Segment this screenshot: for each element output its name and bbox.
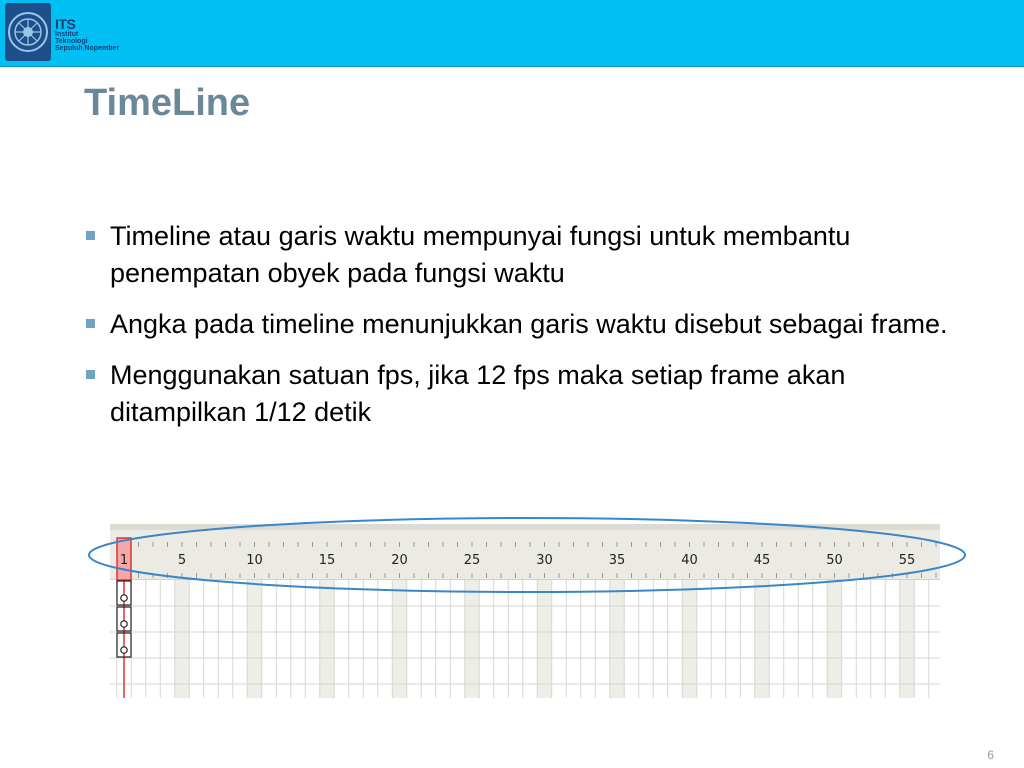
frame-number-label: 1 — [119, 553, 129, 568]
frame-column-shade — [392, 580, 407, 698]
empty-keyframe-icon — [121, 621, 127, 627]
its-seal-icon — [5, 3, 51, 61]
frame-number-label: 45 — [753, 553, 771, 568]
frame-column-shade — [900, 580, 915, 698]
timeline-panel — [110, 524, 940, 698]
frame-number-label: 25 — [463, 553, 481, 568]
bullet-item — [84, 306, 964, 343]
frame-number-label: 55 — [898, 553, 916, 568]
frame-number-label: 50 — [826, 553, 843, 568]
frame-column-shade — [537, 580, 552, 698]
bullet-text: Timeline atau garis waktu mempunyai fungsi untuk membantu penempatan obyek pada fungsi waktu — [110, 221, 851, 288]
frame-number-label: 10 — [246, 553, 263, 568]
ruler-top-edge — [110, 524, 940, 530]
bullet-item — [84, 357, 964, 431]
frame-number-label: 35 — [608, 553, 626, 568]
frame-column-shade — [610, 580, 625, 698]
frame-column-shade — [755, 580, 770, 698]
empty-keyframe-icon — [121, 647, 127, 653]
frame-number-label: 30 — [536, 553, 553, 568]
frame-column-shade — [465, 580, 480, 698]
bullet-item — [84, 218, 964, 292]
bullet-list — [84, 218, 964, 445]
timeline-graphic — [110, 524, 940, 698]
its-logo-text — [55, 18, 145, 62]
bullet-square-icon — [86, 231, 95, 240]
frame-number-label: 20 — [391, 553, 408, 568]
frame-number-label: 40 — [681, 553, 698, 568]
empty-keyframe-icon — [121, 595, 127, 601]
page-number: 6 — [987, 748, 994, 762]
bullet-square-icon — [86, 370, 95, 379]
frame-column-shade — [247, 580, 262, 698]
bullet-text: Menggunakan satuan fps, jika 12 fps maka setiap frame akan ditampilkan 1/12 detik — [110, 360, 846, 427]
slide-title: TimeLine — [84, 82, 251, 124]
frame-number-label: 5 — [177, 553, 187, 568]
logo-line-2: Teknologi — [55, 38, 88, 45]
logo-abbr: ITS — [55, 16, 76, 32]
frame-column-shade — [682, 580, 697, 698]
header-bar — [0, 0, 1024, 67]
frame-number-label: 15 — [318, 553, 336, 568]
logo-line-3: Sepuluh Nopember — [55, 45, 120, 52]
ruler-background — [110, 530, 940, 580]
frame-column-shade — [827, 580, 842, 698]
logo-line-1: Institut — [55, 31, 79, 38]
frame-column-shade — [175, 580, 190, 698]
bullet-square-icon — [86, 319, 95, 328]
bullet-text: Angka pada timeline menunjukkan garis waktu disebut sebagai frame. — [110, 309, 948, 339]
frame-grid-background — [110, 580, 940, 698]
frame-column-shade — [320, 580, 335, 698]
